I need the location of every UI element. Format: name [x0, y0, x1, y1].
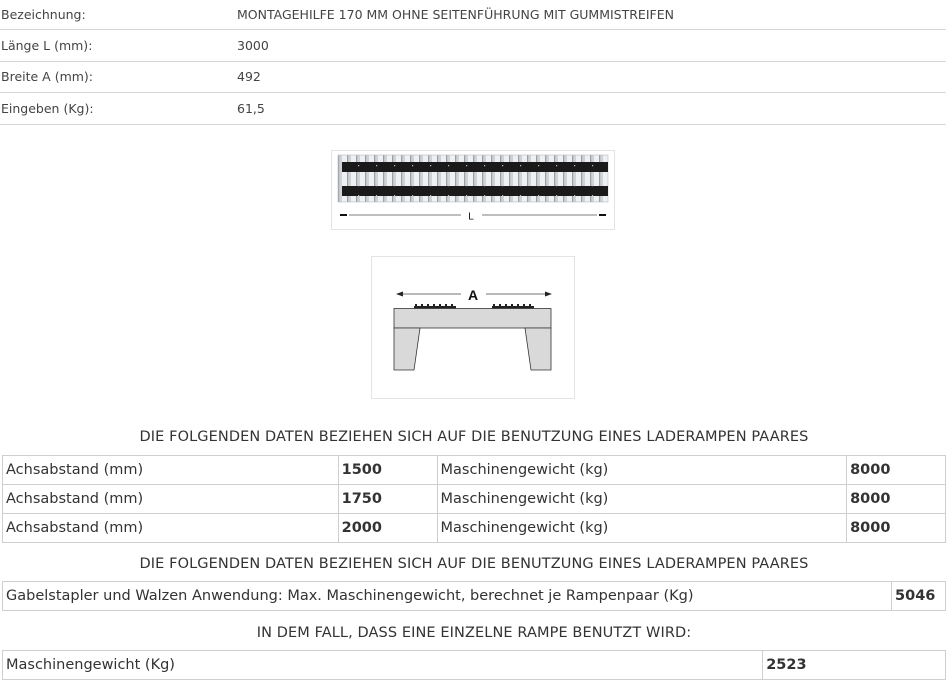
ramp-length-diagram [331, 150, 615, 230]
table-row [3, 456, 946, 485]
forklift-max-weight-value: 5046 [892, 582, 946, 611]
forklift-max-weight-label: Gabelstapler und Walzen Anwendung: Max. Maschinengewicht, berechnet je Rampenpaar (Kg) [3, 582, 892, 611]
axle-distance-label: Achsabstand (mm) [3, 514, 339, 543]
spec-value: 61,5 [237, 100, 265, 116]
dimension-label-l: L [468, 211, 474, 223]
single-ramp-weight-value: 2523 [763, 651, 946, 680]
axle-distance-label: Achsabstand (mm) [3, 456, 339, 485]
single-ramp-weight-label: Maschinengewicht (Kg) [3, 651, 763, 680]
machine-weight-label: Maschinengewicht (kg) [437, 514, 847, 543]
spec-value: 492 [237, 69, 261, 85]
ramp-cross-section-illustration [372, 257, 574, 398]
table-row [3, 514, 946, 543]
spec-row-bezeichnung [0, 0, 946, 30]
ramp-top-view-illustration [332, 151, 614, 229]
section-title-single-ramp: IN DEM FALL, DASS EINE EINZELNE RAMPE BENUTZT WIRD: [256, 625, 692, 641]
section-title-pair-data: DIE FOLGENDEN DATEN BEZIEHEN SICH AUF DIE BENUTZUNG EINES LADERAMPEN PAARES [139, 429, 809, 445]
axle-distance-value: 1750 [338, 485, 437, 514]
spec-label: Eingeben (Kg): [1, 100, 94, 116]
machine-weight-value: 8000 [847, 456, 946, 485]
spec-row-breite [0, 62, 946, 94]
spec-row-laenge [0, 30, 946, 62]
table-row [3, 582, 946, 611]
spec-list [0, 0, 946, 125]
axle-distance-label: Achsabstand (mm) [3, 485, 339, 514]
axle-distance-value: 1500 [338, 456, 437, 485]
axle-distance-table [2, 455, 946, 543]
single-ramp-table [2, 650, 946, 680]
table-row [3, 485, 946, 514]
machine-weight-value: 8000 [847, 485, 946, 514]
section-title-forklift-data: DIE FOLGENDEN DATEN BEZIEHEN SICH AUF DIE BENUTZUNG EINES LADERAMPEN PAARES [139, 556, 809, 572]
forklift-roller-table [2, 581, 946, 611]
spec-row-gewicht [0, 93, 946, 125]
spec-label: Bezeichnung: [1, 7, 86, 22]
machine-weight-label: Maschinengewicht (kg) [437, 485, 847, 514]
machine-weight-value: 8000 [847, 514, 946, 543]
spec-label: Länge L (mm): [1, 37, 93, 53]
spec-value: 3000 [237, 37, 269, 53]
spec-label: Breite A (mm): [1, 69, 94, 85]
ramp-width-diagram [371, 256, 575, 399]
axle-distance-value: 2000 [338, 514, 437, 543]
table-row [3, 651, 946, 680]
dimension-label-a: A [467, 287, 479, 303]
spec-value: MONTAGEHILFE 170 MM OHNE SEITENFÜHRUNG MIT GUMMISTREIFEN [237, 7, 674, 22]
machine-weight-label: Maschinengewicht (kg) [437, 456, 847, 485]
